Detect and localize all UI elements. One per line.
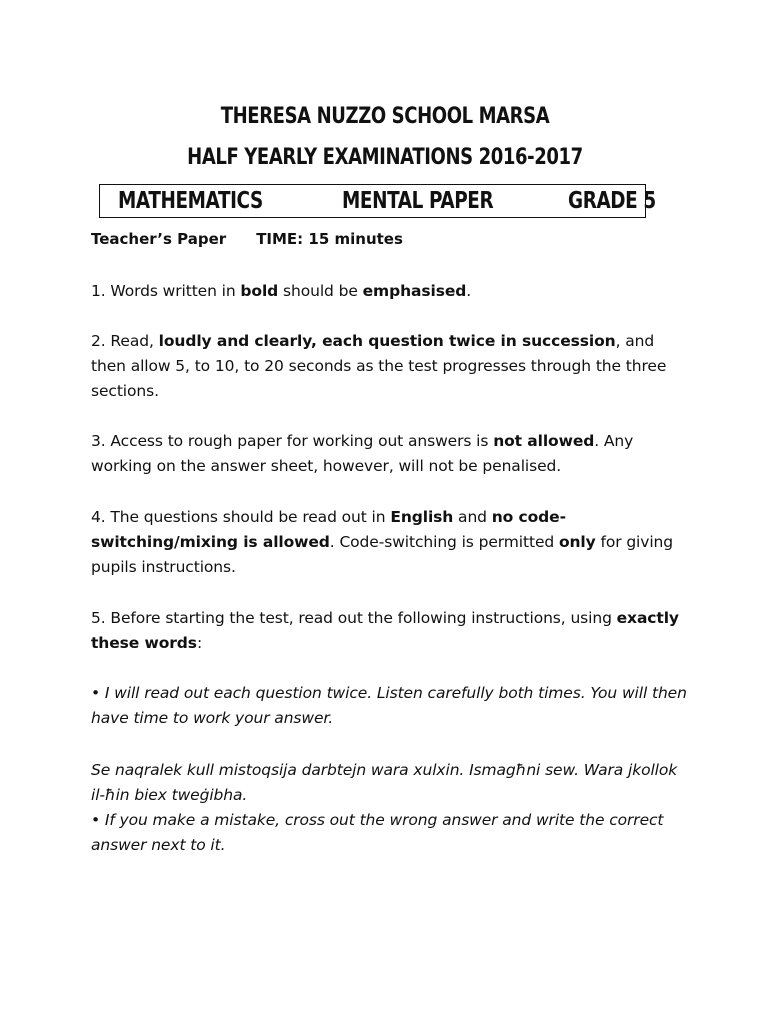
time-allowed: TIME: 15 minutes	[256, 230, 403, 248]
instruction-3-text: . Any working on the answer sheet, however, will not be penalised.	[91, 432, 634, 475]
instruction-3-text: 3. Access to rough paper for working out answers is	[91, 432, 494, 450]
instruction-2-text: , and then allow 5, to 10, to 20 seconds as the test progresses through the three sections.	[91, 332, 667, 400]
instruction-1	[91, 279, 691, 304]
grade-label: GRADE 5	[568, 188, 656, 214]
instruction-4-bold: English	[390, 508, 454, 526]
instruction-3-bold: not allowed	[493, 432, 595, 450]
subject-label: MATHEMATICS	[118, 188, 263, 214]
instruction-4-text: for giving pupils instructions.	[91, 533, 674, 576]
instruction-4-bold: no code-switching/mixing is allowed	[91, 508, 566, 551]
instruction-1-bold: emphasised	[362, 282, 467, 300]
instruction-4-bold: only	[558, 533, 596, 551]
instruction-1-text: should be	[278, 282, 363, 300]
exam-title: HALF YEARLY EXAMINATIONS 2016-2017	[187, 145, 583, 170]
instruction-4-text: 4. The questions should be read out in	[91, 508, 391, 526]
script-english-2: • If you make a mistake, cross out the wrong answer and write the correct answer next to it.	[91, 811, 664, 854]
script-maltese-1: Se naqralek kull mistoqsija darbtejn wara xulxin. Ismagħni sew. Wara jkollok il-ħin biex tweġibha.	[91, 761, 678, 804]
instruction-4-text: . Code-switching is permitted	[329, 533, 559, 551]
instruction-2-text: 2. Read,	[91, 332, 159, 350]
paper-type: Teacher’s Paper	[91, 230, 227, 248]
school-title: THERESA NUZZO SCHOOL MARSA	[220, 104, 550, 129]
instruction-1-bold: bold	[240, 282, 279, 300]
instruction-4-text: and	[453, 508, 492, 526]
instruction-5-bold: exactly these words	[91, 609, 679, 652]
paper-label: MENTAL PAPER	[342, 188, 494, 214]
instruction-5	[91, 606, 691, 656]
subject-box	[99, 184, 656, 218]
instruction-1-text: .	[466, 282, 472, 300]
instruction-2	[91, 329, 691, 404]
instruction-3	[91, 429, 691, 479]
script-english-1: • I will read out each question twice. Listen carefully both times. You will then have time to work your answer.	[91, 684, 687, 727]
instruction-5-text: :	[196, 634, 203, 652]
instruction-5-text: 5. Before starting the test, read out the following instructions, using	[91, 609, 617, 627]
meta-line	[91, 230, 403, 248]
instruction-1-text: 1. Words written in	[91, 282, 241, 300]
instruction-2-bold: loudly and clearly, each question twice in succession	[158, 332, 616, 350]
instruction-4	[91, 505, 691, 580]
